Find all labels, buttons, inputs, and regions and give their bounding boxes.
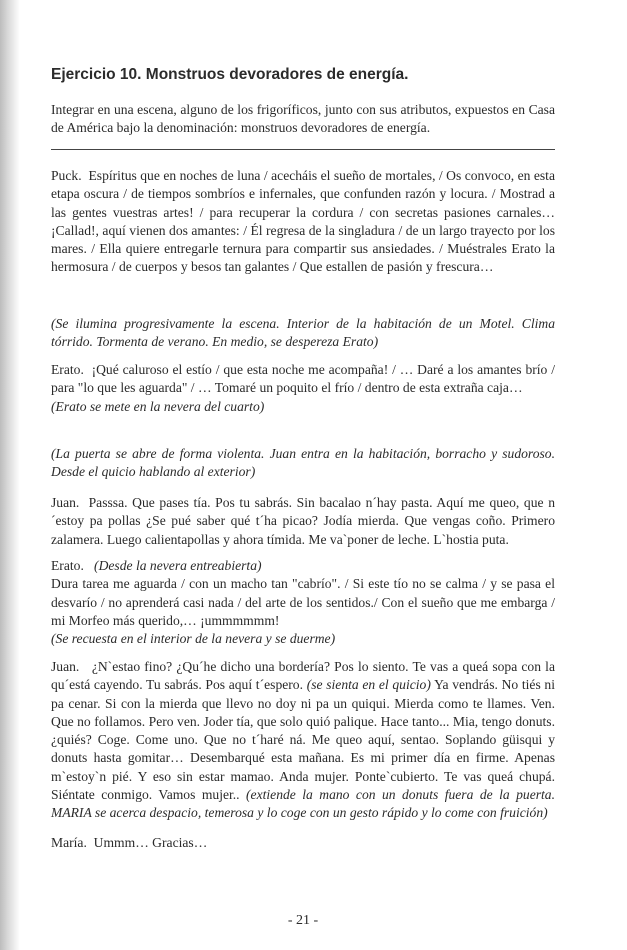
speaker-maria: María. xyxy=(51,835,87,850)
page-number: - 21 - xyxy=(287,913,319,928)
juan-line-a: ¿N`estao fino? ¿Qu´he dicho una bordería? Pos lo siento. Te vas a queá sopa con la qu´está cayendo. Tu sabrás. Pos aquí t´espero. xyxy=(51,659,555,693)
dialogue-juan-1 xyxy=(51,494,555,549)
dialogue-juan-2 xyxy=(51,658,555,823)
exercise-title: Ejercicio 10. Monstruos devoradores de energía. xyxy=(51,66,409,83)
book-page xyxy=(51,0,555,950)
stage-direction-juan-sits: (se sienta en el quicio) xyxy=(306,677,431,693)
book-binding-shadow xyxy=(0,0,20,950)
dialogue-erato-1 xyxy=(51,361,555,416)
stage-direction-door: (La puerta se abre de forma violenta. Juan entra en la habitación, borracho y sudoroso. Desde el quicio hablando al exterior) xyxy=(51,446,555,480)
stage-direction-erato-sleeps: (Se recuesta en el interior de la nevera y se duerme) xyxy=(51,631,336,647)
erato-verse: Dura tarea me aguarda / con un macho tan "cabrío". / Si este tío no se calma / y se pasa el desvarío / no aprenderá casi nada / del arte de los sentidos./ Con el sueño que me embarga / mi Morfeo más querido,… ¡ummmmmm! xyxy=(51,576,555,628)
speaker-erato: Erato. xyxy=(51,558,84,573)
erato-line: ¡Qué caluroso el estío / que esta noche me acompaña! / … Daré a los amantes brío / para "lo que les aguarda" / … Tomaré un poquito el frío / dentro de esta extraña caja… xyxy=(51,362,555,396)
exercise-intro: Integrar en una escena, alguno de los frigoríficos, junto con sus atributos, expuestos en Casa de América bajo la denominación: monstruos devoradores de energía. xyxy=(51,102,555,136)
stage-direction-erato: (Erato se mete en la nevera del cuarto) xyxy=(51,398,265,414)
dialogue-erato-2 xyxy=(51,557,555,648)
maria-line: Ummm… Gracias… xyxy=(93,835,208,850)
juan-line: Passsa. Que pases tía. Pos tu sabrás. Sin bacalao n´hay pasta. Aquí me queo, que n´estoy pa pollas ¿Se pué saber qué t´ha picao? Jodía mierda. Que vengas coño. Primero zalamera. Luego calientapollas y ahora tímida. Me va`poner de leche. L`hostia puta. xyxy=(51,495,555,547)
speaker-juan: Juan. xyxy=(51,495,80,510)
speaker-puck: Puck. xyxy=(51,168,82,183)
section-divider xyxy=(51,149,555,150)
juan-line-b: Ya vendrás. No tiés ni pa cenar. Si con la mierda que llevo no doy ni pa un quiqui. Mierda como te llames. Ven. Que no follamos. Pero ven. Joder tía, que solo quió palique. Hace tanto... Mia, tengo donuts. ¿quiés? Coge. Come uno. Que no t´haré ná. Me queo aquí, sentao. Soplando güisqui y donuts hasta gomitar… Desembarqué esta mañana. Es mi primer día en firme. Apenas m`estoy`n pié. Y eso sin estar mamao. Anda mujer. Ponte`cubierto. Te vas queá chupá. Siéntate conmigo. Vamos mujer.. xyxy=(51,677,556,803)
puck-line: Espíritus que en noches de luna / acecháis el sueño de mortales, / Os convoco, en esta etapa oscura / de tiempos sombríos e infernales, que confunden razón y locura. / Mostrad a las gentes vuestras artes! / para recuperar la cordura / con secretas pasiones carnales… ¡Callad!, aquí vienen dos amantes: / Él regresa de la singladura / de un largo trayecto por los mares. / Ella quiere entregarle ternura para compartir sus ansiedades. / Muéstrales Erato la hermosura / de cuerpos y besos tan galantes / Que estallen de pasión y frescura… xyxy=(51,168,555,275)
dialogue-maria xyxy=(51,834,555,852)
dialogue-puck xyxy=(51,167,555,277)
stage-direction-erato-fridge: (Desde la nevera entreabierta) xyxy=(94,558,262,573)
stage-direction-donut: (extiende la mano con un donuts fuera de la puerta. MARIA se acerca despacio, temerosa y lo coge con un gesto rápido y lo come con fruición) xyxy=(51,787,555,821)
speaker-juan: Juan. xyxy=(51,659,80,674)
speaker-erato: Erato. xyxy=(51,362,84,377)
stage-direction-opening: (Se ilumina progresivamente la escena. Interior de la habitación de un Motel. Clima tórrido. Tormenta de verano. En medio, se despereza Erato) xyxy=(51,316,555,350)
